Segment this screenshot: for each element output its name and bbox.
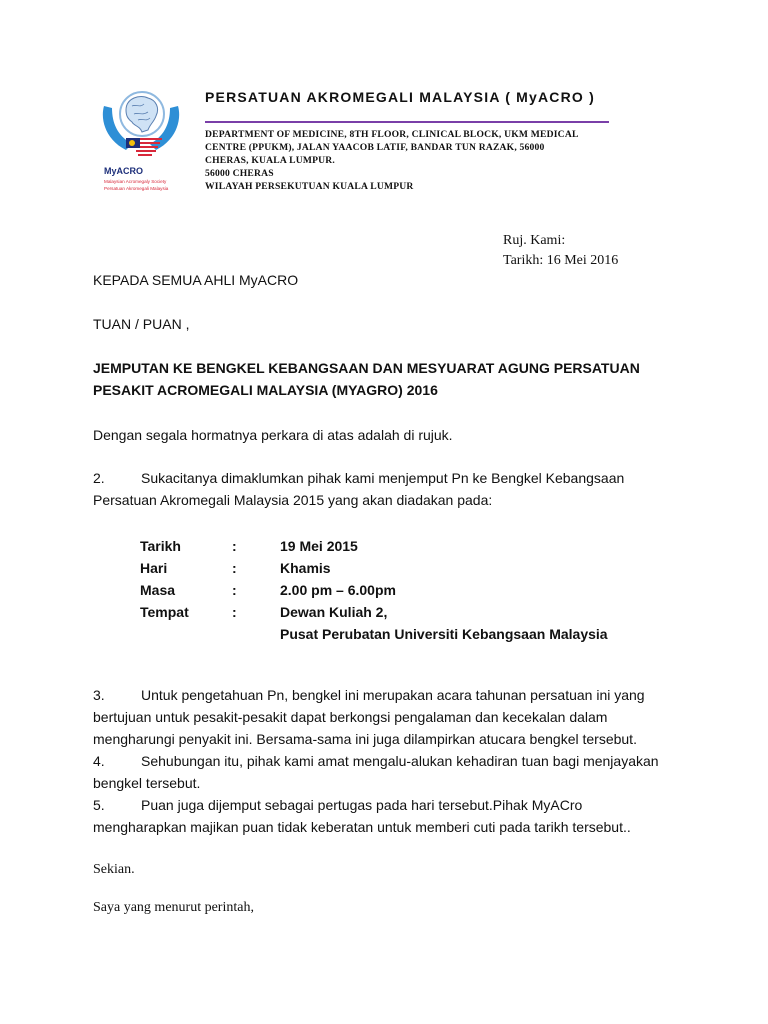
sign-off: Saya yang menurut perintah, [93, 900, 254, 915]
detail-value: Khamis [280, 560, 331, 576]
reference-block [503, 231, 618, 271]
subject-line: JEMPUTAN KE BENGKEL KEBANGSAAN DAN MESYUARAT AGUNG PERSATUAN [93, 360, 640, 376]
organization-address [205, 128, 605, 193]
logo-line1: Malaysian Acromegaly Society [104, 179, 167, 184]
header-divider [205, 121, 609, 123]
paragraph-number: 2. [93, 470, 105, 486]
logo-line2: Persatuan Akromegali Malaysia [104, 186, 169, 191]
paragraph-3-cont: mengharungi penyakit ini. Bersama-sama ini juga dilampirkan atucara bengkel tersebut. [93, 731, 637, 747]
address-line: DEPARTMENT OF MEDICINE, 8TH FLOOR, CLINICAL BLOCK, UKM MEDICAL [205, 129, 579, 140]
paragraph-4-cont: bengkel tersebut. [93, 775, 201, 791]
subject-line: PESAKIT ACROMEGALI MALAYSIA (MYAGRO) 2016 [93, 382, 438, 398]
detail-value: Pusat Perubatan Universiti Kebangsaan Malaysia [280, 626, 608, 642]
paragraph-2 [93, 470, 624, 486]
detail-value: 19 Mei 2015 [280, 538, 358, 554]
detail-separator: : [232, 604, 237, 620]
detail-label: Tarikh [140, 538, 181, 554]
address-line: 56000 CHERAS [205, 168, 274, 179]
detail-label: Tempat [140, 604, 189, 620]
recipient: KEPADA SEMUA AHLI MyACRO [93, 272, 299, 288]
myacro-logo [96, 86, 186, 198]
logo-name: MyACRO [104, 166, 144, 176]
paragraph-text: Sehubungan itu, pihak kami amat mengalu-alukan kehadiran tuan bagi menjayakan [141, 753, 659, 769]
detail-separator: : [232, 538, 237, 554]
paragraph-number: 5. [93, 797, 105, 813]
reference-number: Ruj. Kami: [503, 233, 566, 248]
address-line: WILAYAH PERSEKUTUAN KUALA LUMPUR [205, 181, 414, 192]
paragraph-number: 3. [93, 687, 105, 703]
paragraph-text: Puan juga dijemput sebagai pertugas pada hari tersebut.Pihak MyACro [141, 797, 583, 813]
detail-value: Dewan Kuliah 2, [280, 604, 388, 620]
address-line: CHERAS, KUALA LUMPUR. [205, 155, 335, 166]
closing: Sekian. [93, 862, 135, 877]
paragraph-3 [93, 687, 645, 703]
paragraph-4 [93, 753, 659, 769]
organization-name: PERSATUAN AKROMEGALI MALAYSIA ( MyACRO ) [205, 89, 595, 105]
intro-paragraph: Dengan segala hormatnya perkara di atas adalah di rujuk. [93, 427, 453, 443]
paragraph-number: 4. [93, 753, 105, 769]
paragraph-text: Untuk pengetahuan Pn, bengkel ini merupakan acara tahunan persatuan ini yang [141, 687, 645, 703]
letter-date: Tarikh: 16 Mei 2016 [503, 253, 619, 268]
paragraph-5 [93, 797, 582, 813]
detail-separator: : [232, 560, 237, 576]
detail-label: Masa [140, 582, 176, 598]
salutation: TUAN / PUAN , [93, 316, 190, 332]
paragraph-5-cont: mengharapkan majikan puan tidak keberatan untuk memberi cuti pada tarikh tersebut.. [93, 819, 631, 835]
detail-label: Hari [140, 560, 168, 576]
address-line: CENTRE (PPUKM), JALAN YAACOB LATIF, BANDAR TUN RAZAK, 56000 [205, 142, 545, 153]
paragraph-3-cont: bertujuan untuk pesakit-pesakit dapat berkongsi pengalaman dan kecekalan dalam [93, 709, 608, 725]
detail-value: 2.00 pm – 6.00pm [280, 582, 396, 598]
paragraph-text: Sukacitanya dimaklumkan pihak kami menjemput Pn ke Bengkel Kebangsaan [141, 470, 625, 486]
detail-separator: : [232, 582, 237, 598]
paragraph-2-cont: Persatuan Akromegali Malaysia 2015 yang akan diadakan pada: [93, 492, 493, 508]
